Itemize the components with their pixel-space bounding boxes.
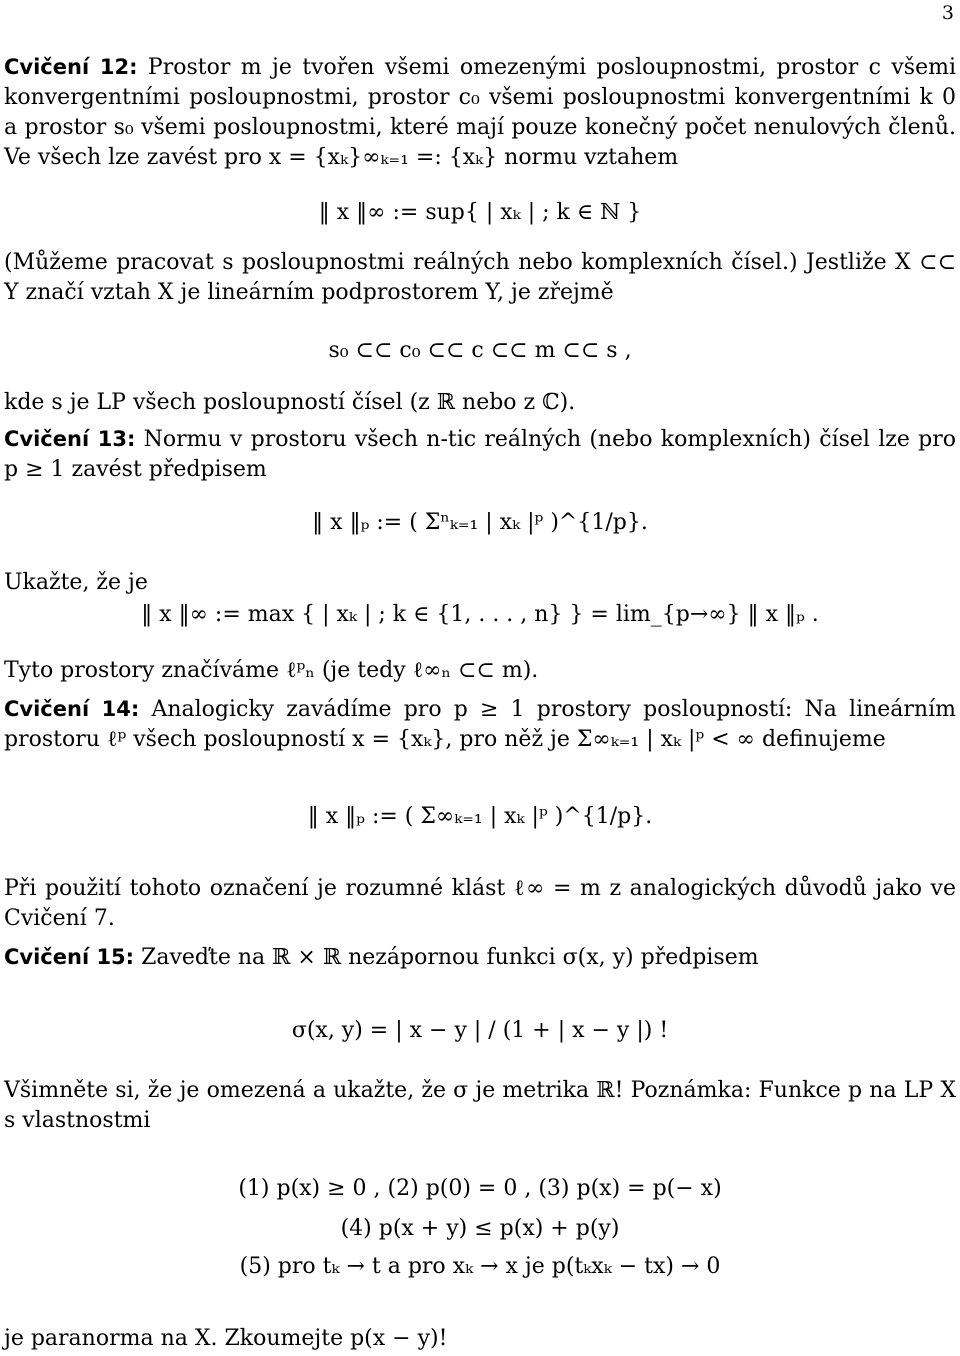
exercise-12-paragraph <box>4 52 956 173</box>
exercise-14-text: Analogicky zavádíme pro p ≥ 1 prostory posloupností: Na lineárním prostoru ℓᵖ všech posloupností x = {xₖ}, pro něž je Σ∞ₖ₌₁ | xₖ |ᵖ < ∞ definujeme <box>4 697 956 752</box>
page-number: 3 <box>941 2 954 24</box>
exercise-14-lp-norm-equation: ‖ x ‖ₚ := ( Σ∞ₖ₌₁ | xₖ |ᵖ )^{1/p}. <box>307 804 653 829</box>
exercise-13-p-norm-equation: ‖ x ‖ₚ := ( Σⁿₖ₌₁ | xₖ |ᵖ )^{1/p}. <box>312 510 648 535</box>
exercise-15-sigma-definition: σ(x, y) = | x − y | / (1 + | x − y |) ! <box>291 1018 669 1043</box>
exercise-15-paragraph <box>4 942 956 973</box>
exercise-12-closing-text: kde s je LP všech posloupností čísel (z ℝ nebo z ℂ). <box>4 390 576 415</box>
exercise-13-text: Normu v prostoru všech n-tic reálných (nebo komplexních) čísel lze pro p ≥ 1 zavést předpisem <box>4 427 956 482</box>
exercise-15-closing-text: je paranorma na X. Zkoumejte p(x − y)! <box>4 1326 448 1351</box>
exercise-13-closing-text: Tyto prostory značíváme ℓᵖₙ (je tedy ℓ∞ₙ ⊂⊂ m). <box>4 658 539 683</box>
exercise-12-text: Prostor m je tvořen všemi omezenými posloupnostmi, prostor c všemi konvergentními posloupnostmi, prostor c₀ všemi posloupnostmi konvergentními k 0 a prostor s₀ všemi posloupnostmi, které mají pouze konečný počet nenulových členů. Ve všech lze zavést pro x = {xₖ}∞ₖ₌₁ =: {xₖ} normu vztahem <box>4 55 956 170</box>
exercise-12-subspace-paragraph: (Můžeme pracovat s posloupnostmi reálných nebo komplexních čísel.) Jestliže X ⊂⊂ Y značí vztah X je lineárním podprostorem Y, je zřejmě <box>4 250 956 305</box>
exercise-13-paragraph <box>4 424 956 485</box>
exercise-12-heading: Cvičení 12: <box>4 55 138 79</box>
paranorm-property-line-3: (5) pro tₖ → t a pro xₖ → x je p(tₖxₖ − tx) → 0 <box>239 1254 721 1279</box>
exercise-13-prompt: Ukažte, že je <box>4 570 148 595</box>
exercise-15-heading: Cvičení 15: <box>4 945 135 969</box>
paranorm-property-line-2: (4) p(x + y) ≤ p(x) + p(y) <box>340 1216 620 1241</box>
exercise-14-closing-text: Při použití tohoto označení je rozumné klást ℓ∞ = m z analogických důvodů jako ve Cvičení 7. <box>4 876 956 931</box>
exercise-14-paragraph <box>4 694 956 755</box>
exercise-13-heading: Cvičení 13: <box>4 427 136 451</box>
exercise-14-heading: Cvičení 14: <box>4 697 140 721</box>
exercise-12-inclusion-chain: s₀ ⊂⊂ c₀ ⊂⊂ c ⊂⊂ m ⊂⊂ s , <box>328 338 632 363</box>
exercise-15-note-text: Všimněte si, že je omezená a ukažte, že σ je metrika ℝ! Poznámka: Funkce p na LP X s vlastnostmi <box>4 1078 956 1133</box>
paranorm-property-line-1: (1) p(x) ≥ 0 , (2) p(0) = 0 , (3) p(x) = p(− x) <box>238 1176 722 1201</box>
exercise-12-sup-norm-equation: ‖ x ‖∞ := sup{ | xₖ | ; k ∈ ℕ } <box>318 200 642 225</box>
exercise-15-text: Zaveďte na ℝ × ℝ nezápornou funkci σ(x, y) předpisem <box>141 945 759 970</box>
exercise-13-max-norm-equation: ‖ x ‖∞ := max { | xₖ | ; k ∈ {1, . . . , n} } = lim_{p→∞} ‖ x ‖ₚ . <box>141 602 819 627</box>
